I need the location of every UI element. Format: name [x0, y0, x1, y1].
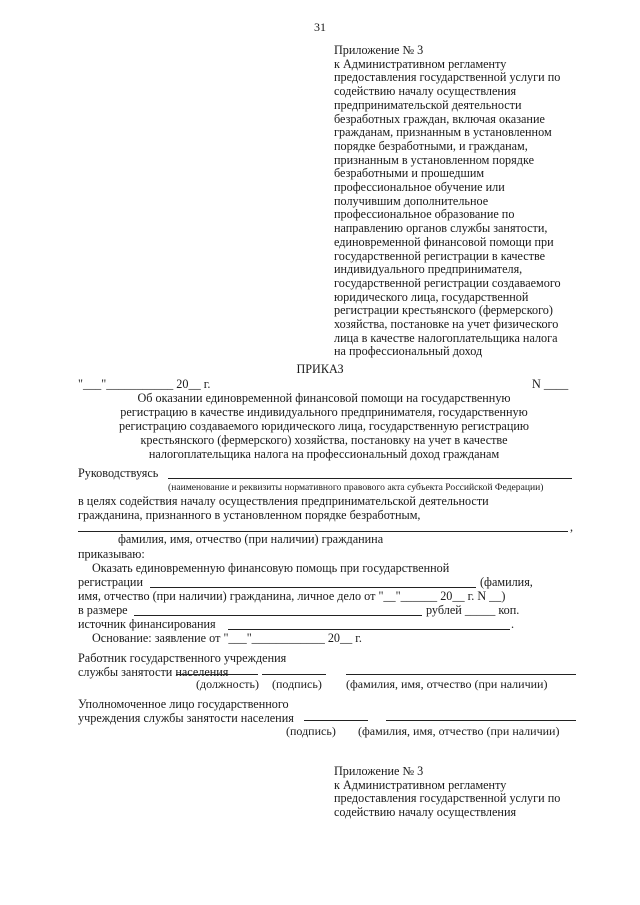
guided-by-blank [168, 478, 572, 479]
appendix-line: безработными и прошедшим [334, 166, 485, 181]
registration-hint: (фамилия, [480, 575, 533, 589]
worker-fio-blank [346, 674, 576, 675]
appendix-line: юридического лица, государственной [334, 289, 529, 304]
guided-by-label: Руководствуясь [78, 466, 159, 480]
appendix-line: признанным в установленном порядке [334, 152, 534, 167]
registration-label: регистрации [78, 575, 143, 589]
appendix-line: содействию началу осуществления [334, 805, 517, 820]
appendix-line: получившим дополнительное [334, 193, 489, 208]
appendix-line: предоставления государственной услуги по [334, 70, 561, 85]
authorized-fio-blank [386, 720, 576, 721]
worker-signature-hint: (подпись) [272, 677, 322, 691]
appendix-line: государственной регистрации в качестве [334, 248, 546, 263]
order-subject-line: регистрацию в качестве индивидуального предпринимателя, государственную [120, 405, 528, 419]
order-number: N ____ [532, 377, 569, 391]
order-title: ПРИКАЗ [296, 362, 344, 376]
authorized-signature-blank [304, 720, 368, 721]
worker-signature-blank [262, 674, 326, 675]
appendix-line: лица в качестве налогоплательщика налога [334, 330, 558, 345]
authorized-signature-hint: (подпись) [286, 724, 336, 738]
worker-position-blank [176, 674, 258, 675]
appendix-line: на профессиональный доход [334, 344, 483, 359]
funding-period: . [511, 617, 515, 631]
page-number: 31 [314, 20, 326, 34]
appendix-header [334, 44, 596, 359]
appendix-line: гражданам, признанным в установленном [334, 125, 552, 140]
appendix-line: хозяйства, постановке на учет физического [334, 317, 559, 332]
guided-by-hint: (наименование и реквизиты нормативного правового акта субъекта Российской Федерации) [168, 482, 544, 493]
authorized-fio-hint: (фамилия, имя, отчество (при наличии) [358, 724, 560, 738]
appendix-line: предпринимательской деятельности [334, 97, 522, 112]
amount-label: в размере [78, 603, 128, 617]
amount-blank [134, 615, 422, 616]
personal-file-line: имя, отчество (при наличии) гражданина, личное дело от "__"______ 20__ г. N __) [78, 589, 506, 603]
appendix-line: направлению органов службы занятости, [334, 221, 548, 236]
citizen-fio-hint: фамилия, имя, отчество (при наличии) гражданина [118, 532, 384, 546]
appendix-line: содействию началу осуществления [334, 84, 517, 99]
order-paragraph-1: Оказать единовременную финансовую помощь при государственной [92, 561, 450, 575]
worker-label-line: Работник государственного учреждения [78, 651, 287, 665]
authorized-label-line: Уполномоченное лицо государственного [78, 697, 289, 711]
order-subject-line: налогоплательщика налога на профессиональный доход гражданам [148, 447, 500, 461]
citizen-fio-comma: , [570, 520, 574, 534]
appendix-line: к Административном регламенту [334, 777, 507, 792]
order-subject-line: регистрацию создаваемого юридического лица, государственную регистрацию [119, 419, 529, 433]
appendix-line: Приложение № 3 [334, 764, 424, 778]
worker-label-line: службы занятости населения [78, 665, 229, 679]
order-subject-line: Об оказании единовременной финансовой помощи на государственную [137, 391, 511, 405]
authorized-label-line: учреждения службы занятости населения [78, 711, 294, 725]
amount-currency: рублей _____ коп. [426, 603, 520, 617]
worker-fio-hint: (фамилия, имя, отчество (при наличии) [346, 677, 548, 691]
appendix-line: профессиональное образование по [334, 207, 515, 222]
basis-line: Основание: заявление от "___"____________ 20__ г. [92, 631, 362, 645]
funding-label: источник финансирования [78, 617, 216, 631]
appendix-line: предоставления государственной услуги по [334, 791, 561, 806]
appendix-line: индивидуального предпринимателя, [334, 262, 523, 277]
registration-blank [150, 587, 476, 588]
purpose-line: гражданина, признанного в установленном порядке безработным, [78, 508, 421, 522]
worker-position-hint: (должность) [196, 677, 259, 691]
appendix-line: порядке безработными, и гражданам, [334, 138, 528, 153]
appendix-line: Приложение № 3 [334, 43, 424, 57]
appendix-line: регистрации крестьянского (фермерского) [334, 303, 553, 318]
order-word: приказываю: [78, 547, 145, 561]
funding-blank [228, 629, 510, 630]
appendix-footer [334, 765, 596, 820]
appendix-line: единовременной финансовой помощи при [334, 234, 554, 249]
order-date: "___"___________ 20__ г. [78, 377, 211, 391]
order-subject-line: крестьянского (фермерского) хозяйства, постановку на учет в качестве [140, 433, 508, 447]
appendix-line: к Административном регламенту [334, 56, 507, 71]
purpose-line: в целях содействия началу осуществления предпринимательской деятельности [78, 494, 489, 508]
appendix-line: профессиональное обучение или [334, 180, 505, 195]
appendix-line: государственной регистрации создаваемого [334, 275, 561, 290]
appendix-line: безработных граждан, включая оказание [334, 111, 545, 126]
